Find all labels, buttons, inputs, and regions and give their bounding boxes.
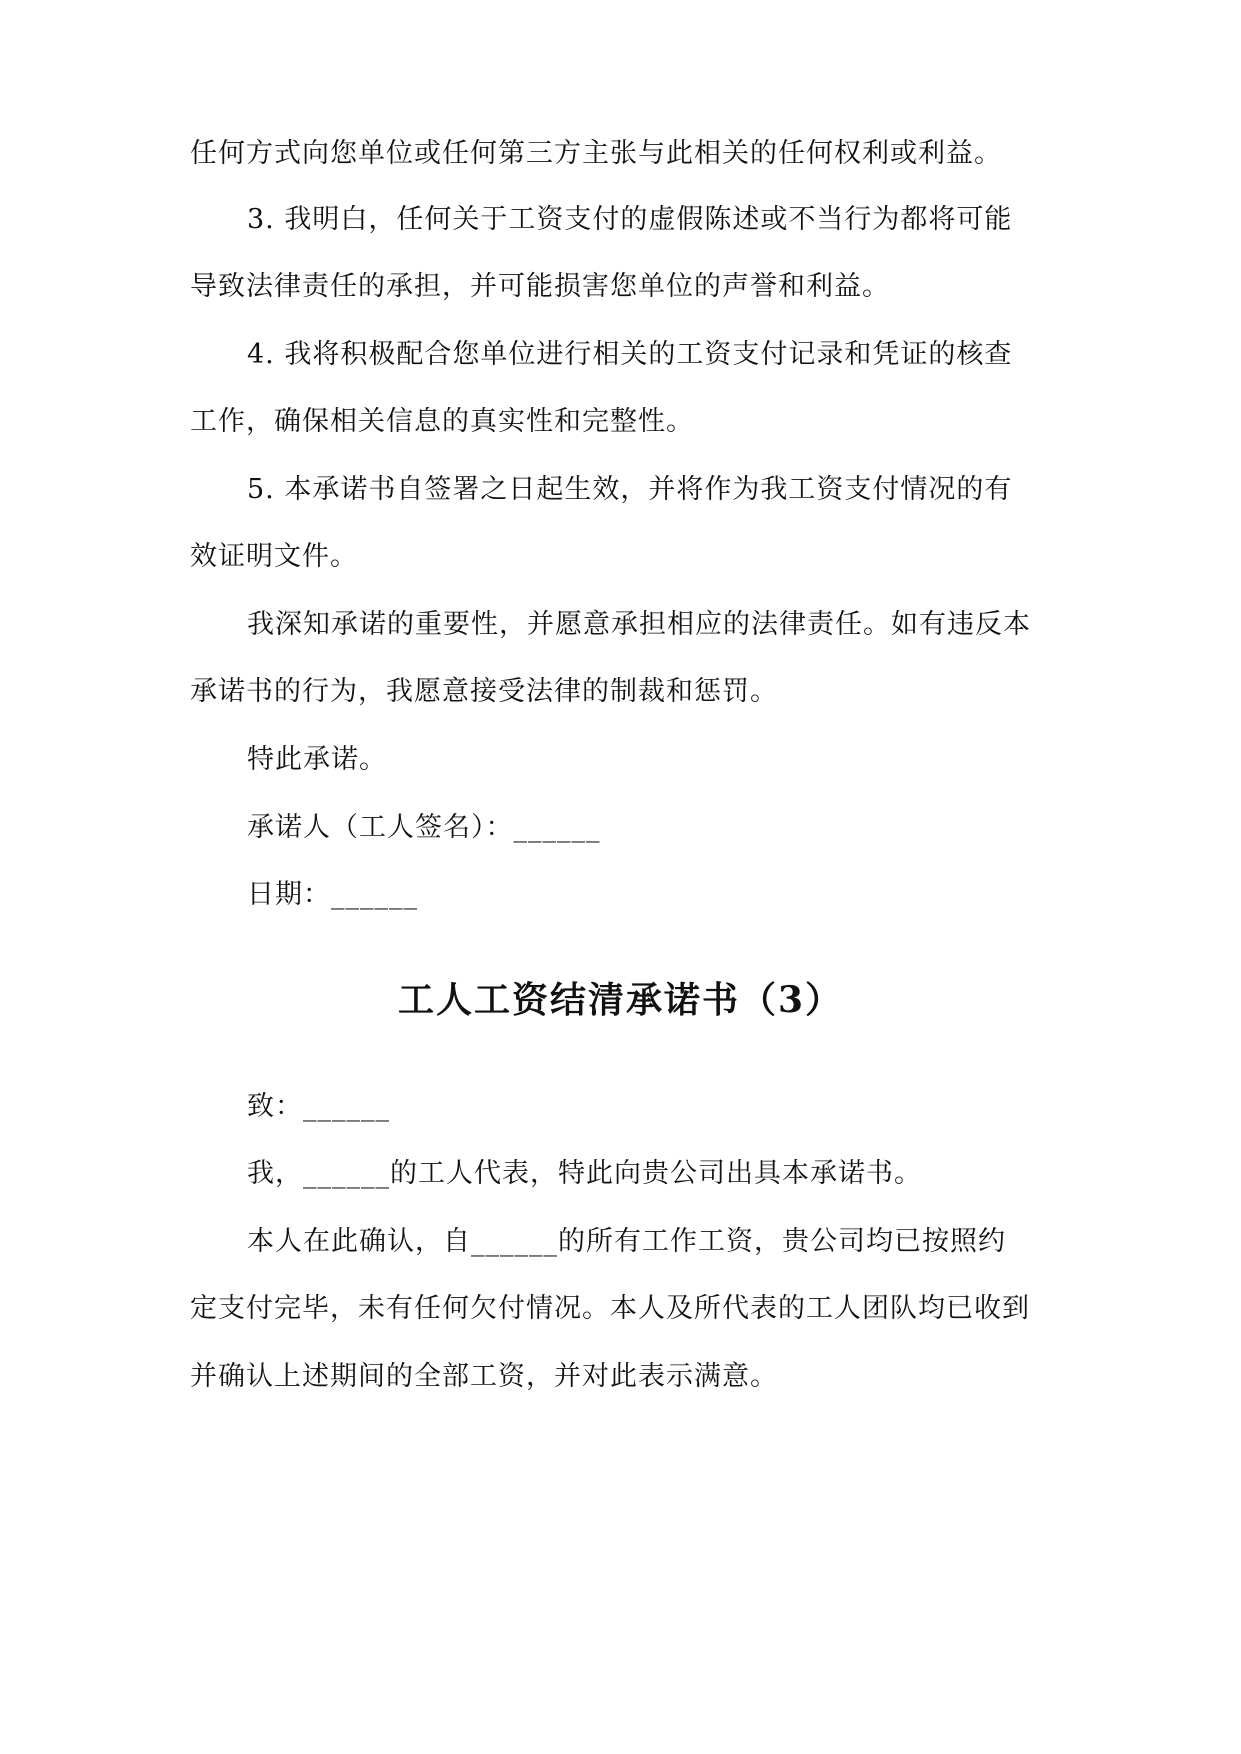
clause-3-line: 3. 我明白，任何关于工资支付的虚假陈述或不当行为都将可能: [247, 204, 1013, 235]
paragraph-line: 导致法律责任的承担，并可能损害您单位的声誉和利益。: [190, 271, 890, 302]
paragraph-line: 我，______的工人代表，特此向贵公司出具本承诺书。: [247, 1158, 922, 1189]
paragraph-line: 本人在此确认，自______的所有工作工资，贵公司均已按照约: [247, 1226, 1006, 1257]
declaration-line: 我深知承诺的重要性，并愿意承担相应的法律责任。如有违反本: [247, 609, 1031, 640]
paragraph-line: 任何方式向您单位或任何第三方主张与此相关的任何权利或利益。: [190, 138, 1002, 169]
paragraph-line: 定支付完毕，未有任何欠付情况。本人及所代表的工人团队均已收到: [190, 1293, 1030, 1324]
date-line: 日期：______: [247, 879, 418, 910]
clause-4-line: 4. 我将积极配合您单位进行相关的工资支付记录和凭证的核查: [247, 339, 1013, 370]
signature-line: 承诺人（工人签名）：______: [247, 812, 601, 843]
section-title: 工人工资结清承诺书（3）: [397, 979, 844, 1021]
paragraph-line: 并确认上述期间的全部工资，并对此表示满意。: [190, 1361, 778, 1392]
closing-line: 特此承诺。: [247, 744, 387, 775]
paragraph-line: 效证明文件。: [190, 541, 358, 572]
paragraph-line: 承诺书的行为，我愿意接受法律的制裁和惩罚。: [190, 676, 778, 707]
paragraph-line: 工作，确保相关信息的真实性和完整性。: [190, 406, 694, 437]
clause-5-line: 5. 本承诺书自签署之日起生效，并将作为我工资支付情况的有: [247, 474, 1013, 505]
addressee-line: 致：______: [247, 1091, 390, 1122]
